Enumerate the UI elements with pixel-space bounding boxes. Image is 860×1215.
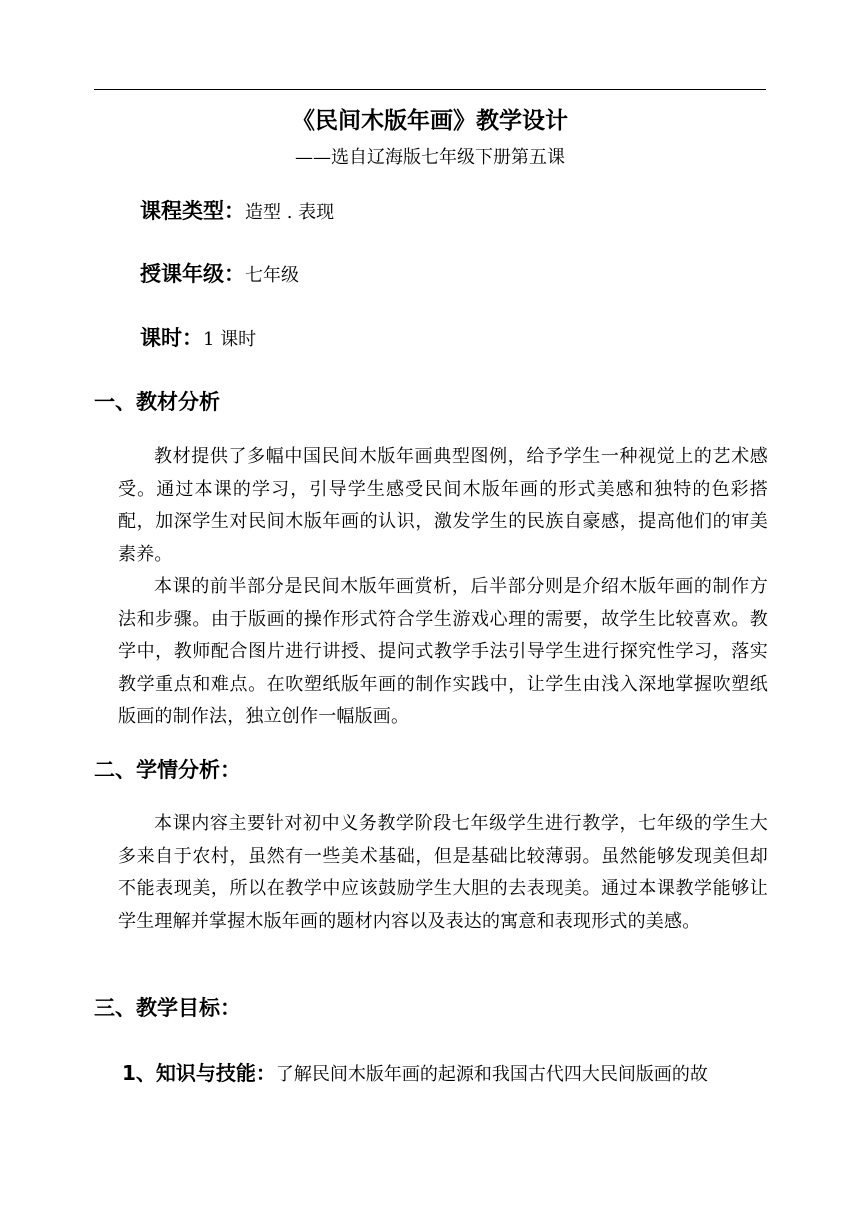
section-heading-learner-analysis: 二、学情分析： xyxy=(94,758,241,782)
paragraph: 教材提供了多幅中国民间木版年画典型图例，给予学生一种视觉上的艺术感受。通过本课的学习，引导学生感受民间木版年画的形式美感和独特的色彩搭配，加深学生对民间木版年画的认识，激发学生的民族自豪感，提高他们的审美素养。 xyxy=(118,446,768,565)
document-title: 《民间木版年画》教学设计 xyxy=(292,108,568,134)
meta-grade xyxy=(140,258,299,292)
meta-value: 1 课时 xyxy=(203,329,257,350)
header-rule xyxy=(94,89,766,90)
document-subtitle: ——选自辽海版七年级下册第五课 xyxy=(295,147,565,168)
meta-class-hours xyxy=(140,322,256,356)
paragraph: 本课内容主要针对初中义务教学阶段七年级学生进行教学，七年级的学生大多来自于农村，虽然有一些美术基础，但是基础比较薄弱。虽然能够发现美但却不能表现美，所以在教学中应该鼓励学生大胆的去表现美。通过本课教学能够让学生理解并掌握木版年画的题材内容以及表达的寓意和表现形式的美感。 xyxy=(118,813,768,932)
section-heading-teaching-objectives: 三、教学目标： xyxy=(94,996,241,1020)
objective-knowledge-skills xyxy=(122,1057,768,1091)
meta-label: 授课年级： xyxy=(140,262,245,286)
section-heading-textbook-analysis: 一、教材分析 xyxy=(94,390,220,414)
paragraph: 本课的前半部分是民间木版年画赏析，后半部分则是介绍木版年画的制作方法和步骤。由于版画的操作形式符合学生游戏心理的需要，故学生比较喜欢。教学中，教师配合图片进行讲授、提问式教学手法引导学生进行探究性学习，落实教学重点和难点。在吹塑纸版年画的制作实践中，让学生由浅入深地掌握吹塑纸版画的制作法，独立创作一幅版画。 xyxy=(118,576,768,727)
meta-value: 造型 . 表现 xyxy=(245,202,335,223)
meta-value: 七年级 xyxy=(245,265,299,286)
objective-text: 了解民间木版年画的起源和我国古代四大民间版画的故 xyxy=(275,1064,708,1085)
objective-label: 1、知识与技能： xyxy=(122,1061,276,1085)
meta-course-type xyxy=(140,195,334,229)
meta-label: 课时： xyxy=(140,326,203,350)
meta-label: 课程类型： xyxy=(140,199,245,223)
